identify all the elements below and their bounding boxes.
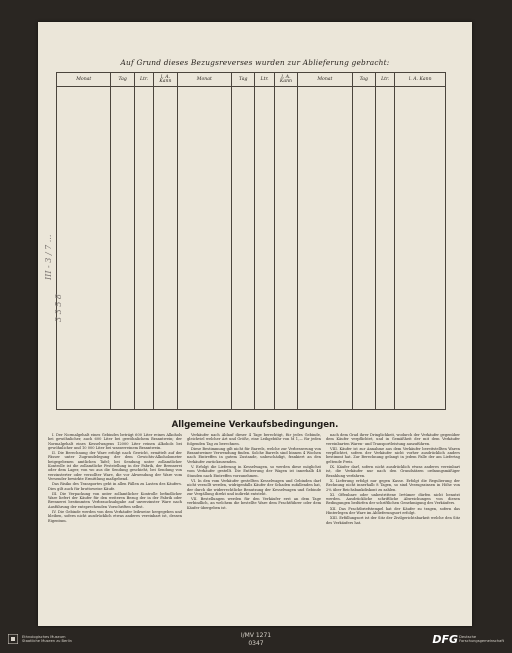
ledger-cell bbox=[154, 87, 177, 410]
conditions-column-3 bbox=[326, 433, 460, 613]
condition-paragraph: XII. Das Frachtbriefstempel hat der Käufer zu tragen, sofern das Hinterlegen der Ware im Ablieferungsort erfolgt. bbox=[326, 506, 460, 516]
column-header: l. A. Kann bbox=[154, 73, 177, 87]
condition-paragraph: V. Erfolgt die Lieferung in Kesselwagen, so werden diese möglichst vom Verkäufer gestellt. Die Entleerung der Wagen ist innerhalb 48 Stunden nach Eintreffen vorzunehmen. bbox=[187, 465, 321, 478]
form-heading: Auf Grund dieses Bezugsreverses wurden zur Ablieferung gebracht: bbox=[120, 58, 390, 67]
ledger-cell bbox=[274, 87, 297, 410]
column-header: l. A. Kann bbox=[274, 73, 297, 87]
ledger-cell bbox=[395, 87, 446, 410]
condition-paragraph: Diese Bestimmung gilt nicht für Barrels, welche zur Verbesserung von Branntweiner Verwendung finden. Solche Barrels sind binnen 4 Wochen nach Eintreffen in gutem Zustande, unbeschädigt, frankiert an den Verkäufer zurückzusenden. bbox=[187, 446, 321, 464]
funder-line: Deutsche bbox=[459, 635, 477, 639]
inventory-number: I/MV 1271 bbox=[240, 632, 272, 639]
condition-paragraph: VIII. Käufer ist zur Annahme aus dem Verkäufer bereitstellten Waren verpflichtet, sofern der Verkäufer nicht vorher ausdrücklich anders bestimmt hat. Zur Berechnung gelangt in jedem Falle der am Liefertag geltende Preis. bbox=[326, 446, 460, 464]
delivery-ledger-table bbox=[56, 72, 446, 410]
condition-paragraph: IV. Die Gebinde werden von dem Verkäufer leihweise hergegeben und bleiben, sofern nicht ausdrücklich etwas anderes vereinbart ist, dessen Eigentum. bbox=[48, 510, 182, 523]
funder-line: Forschungsgemeinschaft bbox=[459, 639, 504, 643]
ledger-cell bbox=[57, 87, 111, 410]
institution-line: Staatliche Museen zu Berlin bbox=[22, 639, 72, 643]
ledger-cell bbox=[375, 87, 394, 410]
column-header: Tag bbox=[232, 73, 255, 87]
column-header: Monat bbox=[177, 73, 231, 87]
column-header: Ltr. bbox=[375, 73, 394, 87]
institution-line: Ethnologisches Museum bbox=[22, 635, 66, 639]
condition-paragraph: XI. Offenbare oder unbestrittene Irrtümer dürfen nicht benutzt werden. Ausdrückliche schriftliche Abweichungen von diesen Bedingungen bedürfen der schriftlichen Genehmigung des Verkäufers. bbox=[326, 492, 460, 506]
conditions-text bbox=[48, 433, 460, 613]
column-header: Ltr. bbox=[134, 73, 153, 87]
ledger-cell bbox=[352, 87, 375, 410]
document-sheet bbox=[38, 22, 472, 626]
ledger-cell bbox=[298, 87, 352, 410]
conditions-column-1 bbox=[48, 433, 182, 613]
ledger-cell bbox=[111, 87, 134, 410]
ledger-cell bbox=[232, 87, 255, 410]
condition-paragraph: IX. Käufer darf, sofern nicht ausdrücklich etwas anderes vereinbart ist, die Verkäufer nur nach den Grundsätzen ordnungsmäßiger Bezahlung verfahren. bbox=[326, 465, 460, 478]
ledger-cell bbox=[255, 87, 274, 410]
condition-paragraph: Verkäufer nach Ablauf dieser 4 Tage berechtigt, für jedes Gebinde, gleichviel welcher Art und Größe, eine Leihgebühr von M 1,— für jeden folgenden Tag zu berechnen. bbox=[187, 433, 321, 446]
condition-paragraph: Das Risiko des Transportes geht in allen Fällen zu Lasten des Käufers. Dies gilt auch für bruttoweise Käufe. bbox=[48, 482, 182, 491]
condition-paragraph: nach dem Grad ihrer Dringlichkeit, wodurch der Verkäufer gegenüber dem Käufer verpflichtet, und in Gemäßheit der mit dem Verkäufer vereinbarten Waren- und Transportleistung auszuführen. bbox=[326, 433, 460, 446]
column-header: Monat bbox=[298, 73, 352, 87]
page-number: 0347 bbox=[248, 640, 264, 647]
condition-paragraph: III. Die Verpackung von unter zollamtlicher Kontrolle befindlicher Ware liefert der Käufer für den weiteren Bezug der in der Fabrik oder Brennerei bestimmten Verbrauchsabgabe auf unverzinster Ware nach Ausführung der entsprechenden Vorschriften selbst. bbox=[48, 491, 182, 509]
column-header: Monat bbox=[57, 73, 111, 87]
conditions-title: Allgemeine Verkaufsbedingungen. bbox=[171, 420, 339, 430]
ledger-body-row bbox=[57, 87, 446, 410]
ledger-cell bbox=[134, 87, 153, 410]
column-header: Tag bbox=[111, 73, 134, 87]
column-header: Ltr. bbox=[255, 73, 274, 87]
handwritten-note: III - 3 / 7 ... bbox=[44, 234, 53, 280]
column-header: l. A. Kann bbox=[395, 73, 446, 87]
column-header: Tag bbox=[352, 73, 375, 87]
condition-paragraph: XIII. Erfüllungsort ist der Sitz der Zivilgerichtsbarkeit welche den Sitz des Verkäufers hat. bbox=[326, 516, 460, 525]
ledger-cell bbox=[177, 87, 231, 410]
funder-name bbox=[459, 635, 504, 643]
condition-paragraph: I. Der Normalgehalt eines Gebindes beträgt 600 Liter reines Alkohols bei gewöhnlicher, auch 600 Liter bei gewöhnlichem Branntwein; der Normalgehalt eines Kesselwagens 12000 Liter reinen Alkohols bei gewöhnlicher und 10 000 Liter bei wasserreinem Branntwein. bbox=[48, 433, 182, 450]
ledger-header-row bbox=[57, 73, 446, 87]
condition-paragraph: II. Die Berechnung der Ware erfolgt nach Gewicht, ermittelt auf der Fässer unter Zugrundelegung der dem Gewichts-Alkoholometer beigegebenen amtlichen Tafel; bei Sendung unter zollamtlicher Kontrolle ist die zollamtliche Feststellung in der Fabrik, der Brennerei oder dem Lager, von wo aus die Sendung geschieht, bei Sendung von verzinsterter oder verzollter Ware, die vor Abwendung der Ware vom Versender bewirkte Ermittlung maßgebend. bbox=[48, 451, 182, 481]
condition-paragraph: VII. Bestellungen werden für den Verkäufer erst an dem Tage verbindlich, an welchem die bestellte Ware dem Frachtführer oder dem Käufer übergeben ist. bbox=[187, 497, 321, 510]
archive-footer bbox=[0, 628, 512, 653]
dfg-logo: DFG bbox=[432, 633, 458, 646]
handwritten-number: 3 3 5 8 bbox=[54, 294, 63, 322]
condition-paragraph: VI. In den vom Verkäufer gestellten Kesselwagen und Gebinden darf nicht verzollt werden, widrigenfalls Käufer der Schaden zufallenden hat, der durch die widerrechtliche Benutzung der Kesselwagen und Gebinde zur Vergällung direkt und indirekt entsteht. bbox=[187, 478, 321, 496]
condition-paragraph: X. Lieferung erfolgt nur gegen Kasse. Erfolgt die Regulierung der Rechnung nicht innerhalb 8 Tagen, so sind Verzugszinsen in Höhe von 2% über Reichsbankdiskont zu zahlen. bbox=[326, 478, 460, 492]
conditions-column-2 bbox=[187, 433, 321, 613]
